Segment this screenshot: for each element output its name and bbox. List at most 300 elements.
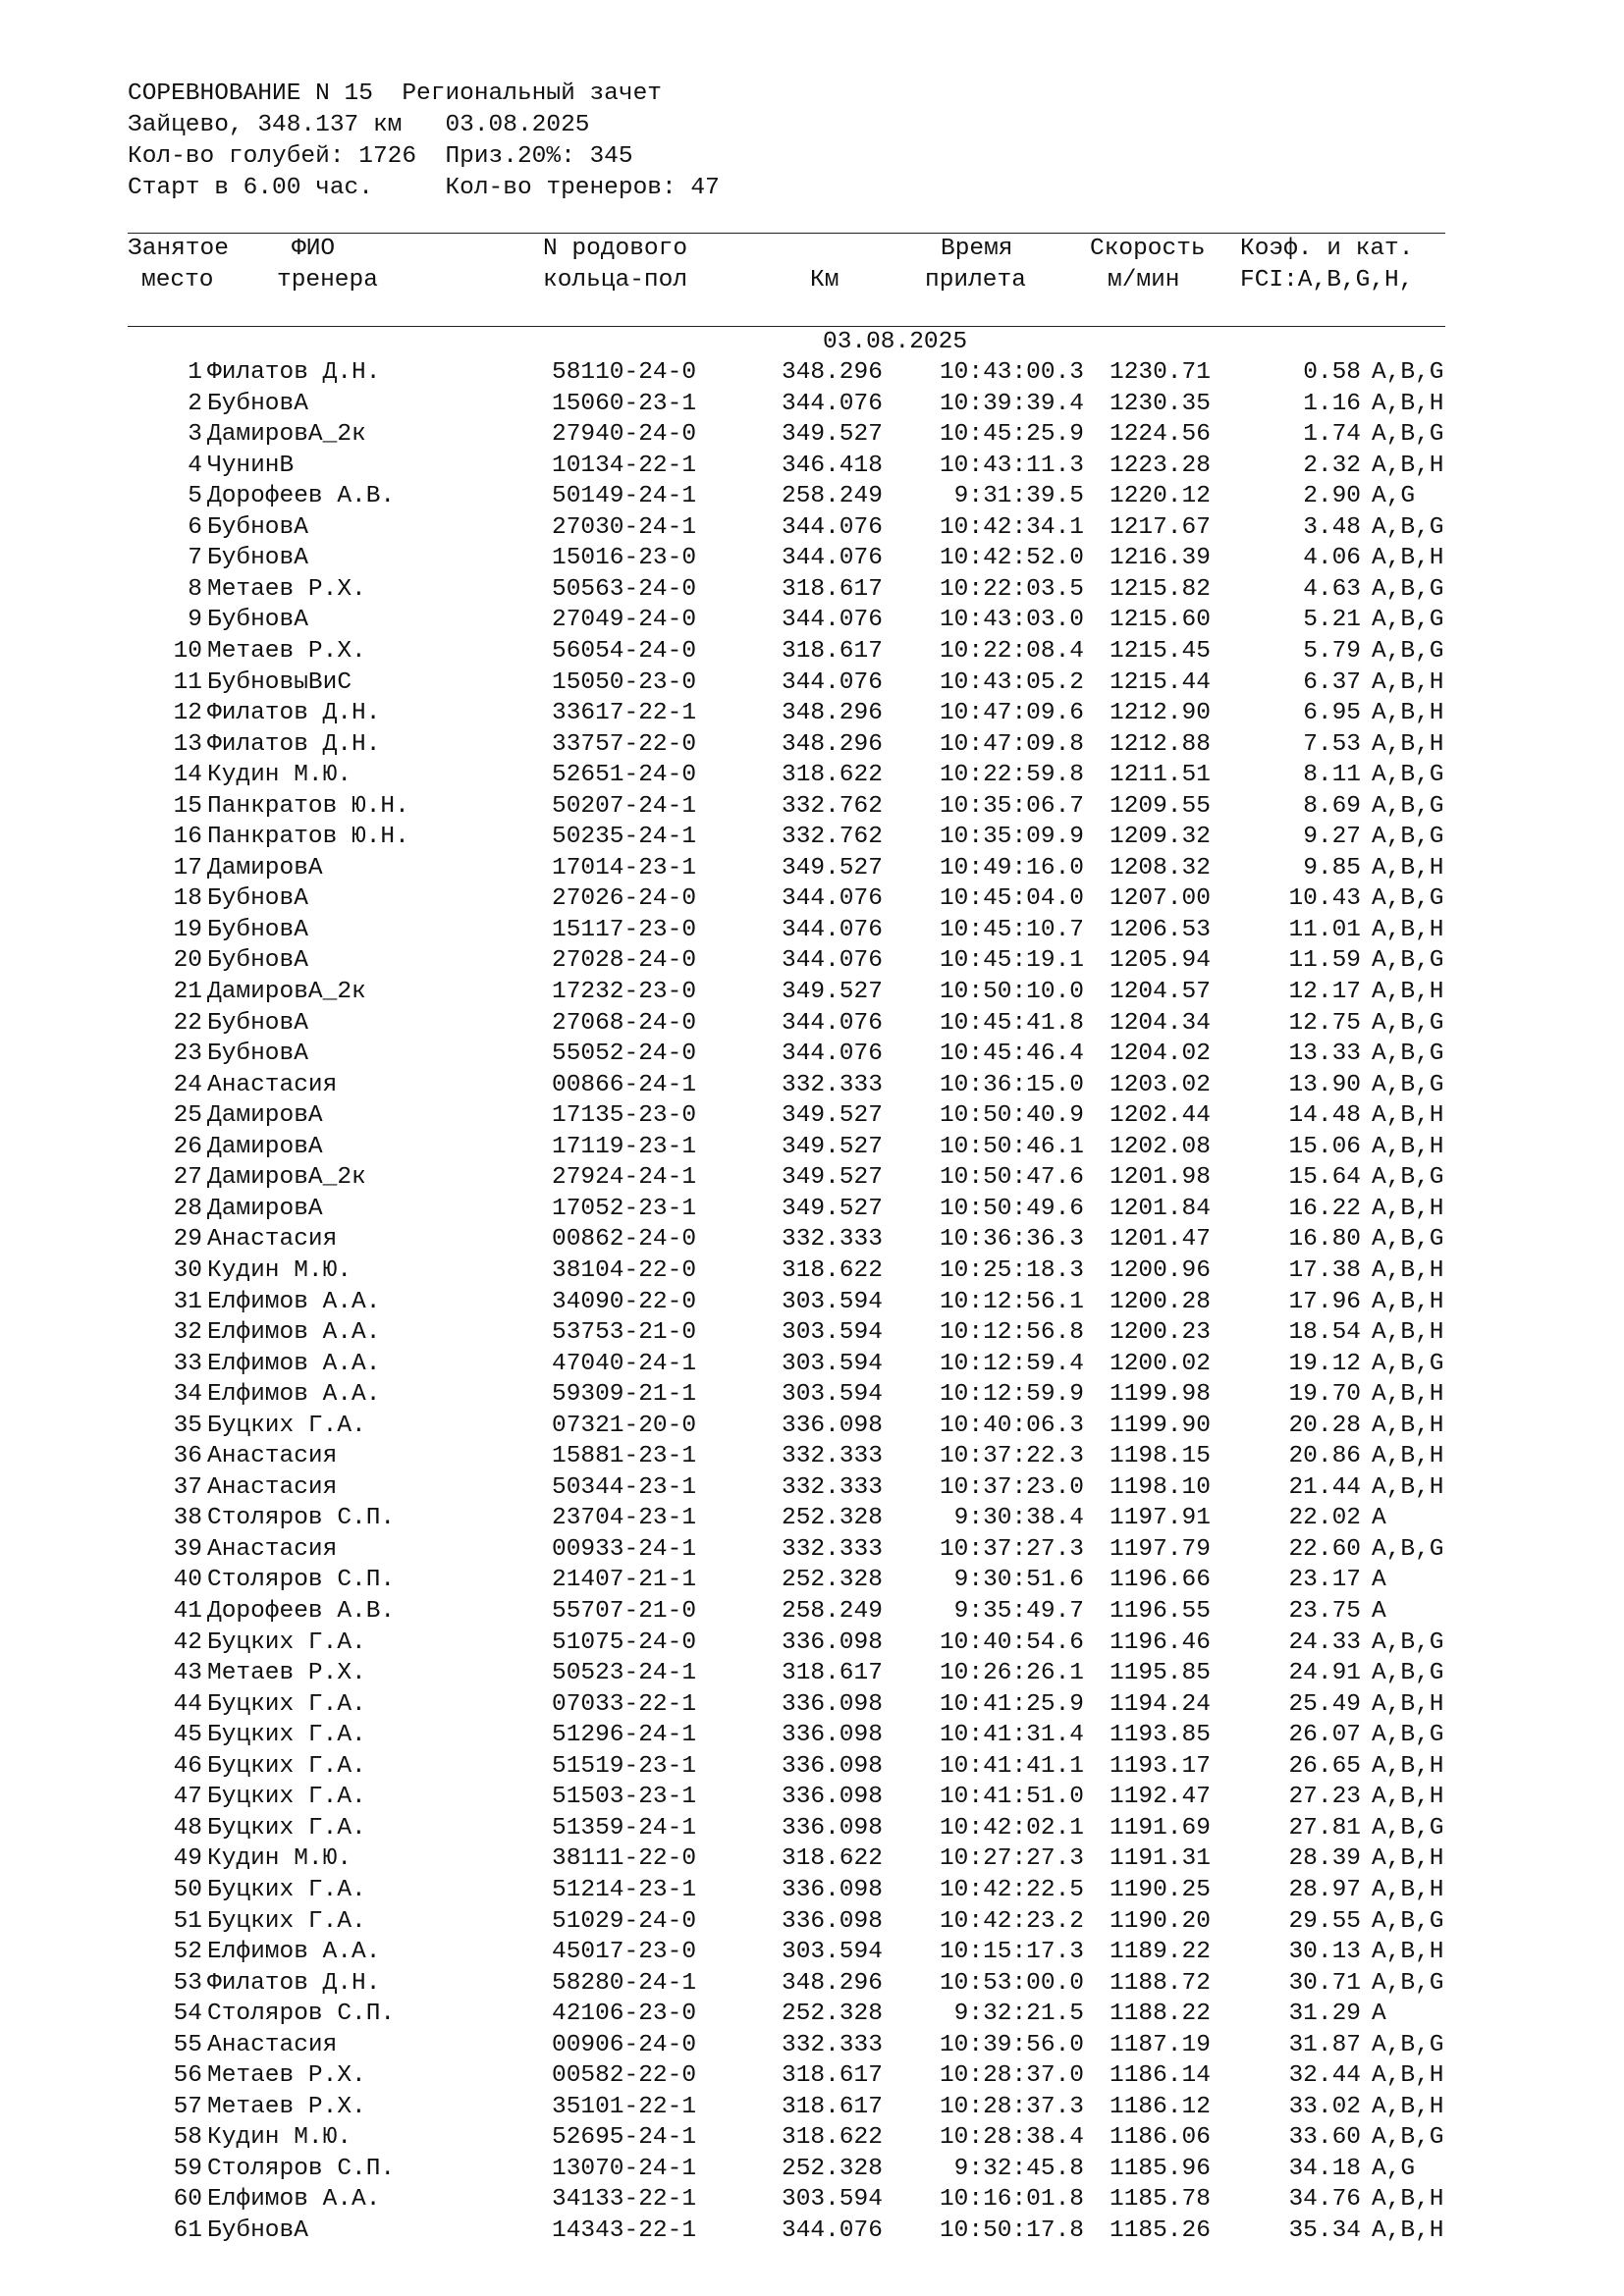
trainer-name: Буцких Г.А. [207,1629,366,1656]
competition-title: СОРЕВНОВАНИЕ N 15 Региональный зачет [128,80,662,107]
ring-number: 56054-24-0 [552,637,697,665]
distance-km: 332.333 [782,1535,883,1563]
ring-number: 21407-21-1 [552,1567,697,1594]
trainer-name: БубновА [207,2217,308,2244]
place: 54 [173,2001,202,2028]
speed: 1197.79 [1110,1535,1211,1563]
col-speed-2: м/мин [1108,267,1180,294]
table-row [0,1875,1624,1905]
ring-number: 42106-23-0 [552,2001,697,2028]
ring-number: 15881-23-1 [552,1443,697,1470]
place: 23 [173,1041,202,1068]
place: 31 [173,1288,202,1315]
trainer-name: Буцких Г.А. [207,1752,366,1780]
ring-number: 50344-23-1 [552,1473,697,1501]
categories: A,B,H [1372,1256,1444,1284]
trainer-name: БубновА [207,545,308,572]
place: 26 [173,1133,202,1160]
arrival-time: 10:41:31.4 [939,1722,1084,1749]
table-row [0,357,1624,388]
categories: A,B,G [1372,359,1444,386]
trainer-name: БубновА [207,885,308,913]
trainer-name: Метаев Р.Х. [207,1660,366,1687]
table-row [0,1937,1624,1967]
speed: 1209.55 [1110,792,1211,820]
coefficient: 6.95 [1303,700,1361,727]
ring-number: 15016-23-0 [552,545,697,572]
table-row [0,1255,1624,1286]
categories: A,B,H [1372,1288,1444,1315]
ring-number: 27030-24-1 [552,513,697,541]
ring-number: 51029-24-0 [552,1907,697,1935]
table-row [0,791,1624,822]
ring-number: 35101-22-1 [552,2093,697,2120]
arrival-time: 10:37:27.3 [939,1535,1084,1563]
table-row [0,512,1624,543]
coefficient: 34.18 [1288,2155,1361,2182]
trainer-name: Анастасия [207,1226,338,1254]
coefficient: 20.86 [1288,1443,1361,1470]
categories: A,B,H [1372,1443,1444,1470]
categories: A,B,G [1372,1814,1444,1842]
col-place-2: место [141,267,214,294]
coefficient: 23.75 [1288,1598,1361,1625]
distance-km: 336.098 [782,1629,883,1656]
trainer-name: Елфимов А.А. [207,1288,381,1315]
ring-number: 10134-22-1 [552,452,697,479]
arrival-time: 10:15:17.3 [939,1939,1084,1966]
categories: A,B,G [1372,575,1444,603]
coefficient: 14.48 [1288,1102,1361,1130]
coefficient: 23.17 [1288,1567,1361,1594]
place: 43 [173,1660,202,1687]
trainer-name: Панкратов Ю.Н. [207,824,409,851]
ring-number: 33757-22-0 [552,730,697,758]
place: 37 [173,1473,202,1501]
table-row [0,1503,1624,1533]
speed: 1200.02 [1110,1350,1211,1377]
categories: A,G [1372,2155,1416,2182]
categories: A [1372,1567,1386,1594]
trainer-name: Столяров С.П. [207,2155,396,2182]
trainer-name: Елфимов А.А. [207,2186,381,2214]
arrival-time: 10:36:15.0 [939,1071,1084,1098]
trainer-name: Елфимов А.А. [207,1350,381,1377]
arrival-time: 10:42:52.0 [939,545,1084,572]
table-row [0,1411,1624,1441]
speed: 1215.60 [1110,607,1211,634]
col-place-1: Занятое [128,236,229,262]
trainer-name: ДамировА [207,1195,323,1222]
coefficient: 8.69 [1303,792,1361,820]
header-rule-bottom [128,326,1445,327]
trainer-name: БубновыВиС [207,668,352,696]
trainer-name: ДамировА_2к [207,1164,366,1192]
coefficient: 30.71 [1288,1969,1361,1997]
categories: A,B,G [1372,2124,1444,2152]
ring-number: 15050-23-0 [552,668,697,696]
arrival-time: 10:41:51.0 [939,1784,1084,1811]
arrival-time: 9:32:45.8 [953,2155,1084,2182]
arrival-time: 10:42:23.2 [939,1907,1084,1935]
ring-number: 17232-23-0 [552,979,697,1005]
ring-number: 50563-24-0 [552,575,697,603]
ring-number: 38111-22-0 [552,1845,697,1873]
ring-number: 58280-24-1 [552,1969,697,1997]
distance-km: 349.527 [782,1195,883,1222]
arrival-time: 10:35:09.9 [939,824,1084,851]
trainer-name: ДамировА [207,1133,323,1160]
coefficient: 20.28 [1288,1412,1361,1439]
trainer-name: Елфимов А.А. [207,1381,381,1409]
coefficient: 9.85 [1303,854,1361,881]
trainer-name: Метаев Р.Х. [207,2062,366,2090]
speed: 1191.69 [1110,1814,1211,1842]
speed: 1230.71 [1110,359,1211,386]
categories: A,B,G [1372,637,1444,665]
table-row [0,1628,1624,1658]
speed: 1188.22 [1110,2001,1211,2028]
trainer-name: ДамировА [207,854,323,881]
distance-km: 303.594 [782,1350,883,1377]
table-row [0,1596,1624,1627]
speed: 1223.28 [1110,452,1211,479]
categories: A,B,H [1372,1690,1444,1718]
trainer-name: Елфимов А.А. [207,1939,381,1966]
categories: A,B,H [1372,1195,1444,1222]
arrival-time: 10:12:56.8 [939,1319,1084,1347]
categories: A,B,H [1372,545,1444,572]
speed: 1199.98 [1110,1381,1211,1409]
distance-km: 346.418 [782,452,883,479]
ring-number: 38104-22-0 [552,1256,697,1284]
coefficient: 16.80 [1288,1226,1361,1254]
speed: 1208.32 [1110,854,1211,881]
table-row [0,1534,1624,1565]
table-row [0,1441,1624,1471]
arrival-time: 10:22:03.5 [939,575,1084,603]
categories: A,B,H [1372,2217,1444,2244]
table-row [0,915,1624,945]
place: 49 [173,1845,202,1873]
speed: 1186.14 [1110,2062,1211,2090]
categories: A,B,H [1372,1752,1444,1780]
arrival-time: 10:35:06.7 [939,792,1084,820]
table-row [0,1472,1624,1503]
ring-number: 51296-24-1 [552,1722,697,1749]
arrival-time: 10:45:25.9 [939,421,1084,449]
arrival-time: 10:41:25.9 [939,1690,1084,1718]
trainer-name: Филатов Д.Н. [207,359,381,386]
table-row [0,2216,1624,2246]
coefficient: 22.60 [1288,1535,1361,1563]
categories: A,B,H [1372,1784,1444,1811]
table-row [0,543,1624,573]
distance-km: 344.076 [782,668,883,696]
table-row [0,2122,1624,2153]
speed: 1198.15 [1110,1443,1211,1470]
ring-number: 55052-24-0 [552,1041,697,1068]
col-name-2: тренера [277,267,378,294]
arrival-time: 10:28:38.4 [939,2124,1084,2152]
distance-km: 344.076 [782,607,883,634]
speed: 1212.88 [1110,730,1211,758]
place: 59 [173,2155,202,2182]
speed: 1207.00 [1110,885,1211,913]
speed: 1215.45 [1110,637,1211,665]
categories: A [1372,1598,1386,1625]
col-time-2: прилета [925,267,1026,294]
speed: 1198.10 [1110,1473,1211,1501]
arrival-time: 10:45:46.4 [939,1041,1084,1068]
ring-number: 50235-24-1 [552,824,697,851]
distance-km: 348.296 [782,730,883,758]
ring-number: 17119-23-1 [552,1133,697,1160]
arrival-time: 10:39:56.0 [939,2031,1084,2058]
table-row [0,1162,1624,1193]
coefficient: 22.02 [1288,1505,1361,1532]
coefficient: 24.33 [1288,1629,1361,1656]
speed: 1202.08 [1110,1133,1211,1160]
distance-km: 336.098 [782,1690,883,1718]
categories: A,B,G [1372,2031,1444,2058]
trainer-name: Елфимов А.А. [207,1319,381,1347]
distance-km: 344.076 [782,390,883,417]
place: 58 [173,2124,202,2152]
trainer-name: Филатов Д.Н. [207,700,381,727]
table-row [0,1751,1624,1782]
distance-km: 349.527 [782,421,883,449]
categories: A,B,H [1372,700,1444,727]
trainer-name: Кудин М.Ю. [207,1256,352,1284]
categories: A,B,G [1372,824,1444,851]
col-km: Км [810,267,839,294]
coefficient: 4.63 [1303,575,1361,603]
place: 7 [188,545,202,572]
speed: 1201.98 [1110,1164,1211,1192]
ring-number: 34133-22-1 [552,2186,697,2214]
ring-number: 51075-24-0 [552,1629,697,1656]
speed: 1194.24 [1110,1690,1211,1718]
distance-km: 349.527 [782,854,883,881]
arrival-time: 10:42:02.1 [939,1814,1084,1842]
table-row [0,698,1624,728]
trainer-name: Метаев Р.Х. [207,575,366,603]
table-row [0,1843,1624,1874]
arrival-time: 10:40:06.3 [939,1412,1084,1439]
speed: 1195.85 [1110,1660,1211,1687]
speed: 1217.67 [1110,513,1211,541]
place: 11 [173,668,202,696]
place: 12 [173,700,202,727]
table-row [0,1813,1624,1843]
categories: A,B,H [1372,1102,1444,1130]
place: 48 [173,1814,202,1842]
arrival-time: 10:39:39.4 [939,390,1084,417]
speed: 1204.02 [1110,1041,1211,1068]
distance-km: 344.076 [782,545,883,572]
ring-number: 55707-21-0 [552,1598,697,1625]
table-row [0,729,1624,760]
categories: A,B,G [1372,1226,1444,1254]
speed: 1189.22 [1110,1939,1211,1966]
distance-km: 348.296 [782,1969,883,1997]
coefficient: 15.64 [1288,1164,1361,1192]
arrival-time: 10:42:22.5 [939,1876,1084,1903]
ring-number: 27028-24-0 [552,947,697,975]
ring-number: 51214-23-1 [552,1876,697,1903]
place: 53 [173,1969,202,1997]
speed: 1193.85 [1110,1722,1211,1749]
distance-km: 336.098 [782,1722,883,1749]
coefficient: 4.06 [1303,545,1361,572]
place: 32 [173,1319,202,1347]
table-row [0,2030,1624,2060]
place: 4 [188,452,202,479]
place: 19 [173,916,202,943]
table-row [0,1968,1624,1999]
distance-km: 336.098 [782,1876,883,1903]
table-row [0,1287,1624,1317]
categories: A,B,H [1372,1939,1444,1966]
table-row [0,1317,1624,1348]
table-row [0,574,1624,605]
trainer-name: Буцких Г.А. [207,1690,366,1718]
trainer-name: Метаев Р.Х. [207,2093,366,2120]
place: 5 [188,483,202,510]
speed: 1193.17 [1110,1752,1211,1780]
categories: A,B,G [1372,762,1444,789]
categories: A,B,G [1372,607,1444,634]
table-row [0,1070,1624,1100]
place: 41 [173,1598,202,1625]
table-row [0,1720,1624,1750]
coefficient: 33.60 [1288,2124,1361,2152]
distance-km: 332.333 [782,1226,883,1254]
table-row [0,1194,1624,1224]
distance-km: 303.594 [782,1319,883,1347]
categories: A,B,G [1372,947,1444,975]
distance-km: 303.594 [782,1288,883,1315]
distance-km: 349.527 [782,1102,883,1130]
speed: 1220.12 [1110,483,1211,510]
arrival-time: 9:35:49.7 [953,1598,1084,1625]
col-time-1: Время [941,236,1013,262]
table-row [0,853,1624,883]
coefficient: 27.23 [1288,1784,1361,1811]
arrival-time: 10:50:49.6 [939,1195,1084,1222]
speed: 1190.20 [1110,1907,1211,1935]
place: 13 [173,730,202,758]
speed: 1200.28 [1110,1288,1211,1315]
place: 25 [173,1102,202,1130]
table-row [0,419,1624,450]
arrival-time: 10:22:08.4 [939,637,1084,665]
place: 38 [173,1505,202,1532]
arrival-time: 10:25:18.3 [939,1256,1084,1284]
categories: A,B,H [1372,854,1444,881]
categories: A,B,G [1372,421,1444,449]
coefficient: 11.01 [1288,916,1361,943]
speed: 1196.66 [1110,1567,1211,1594]
col-coef-2: FCI:A,B,G,H, [1240,267,1414,294]
trainer-name: Анастасия [207,1473,338,1501]
distance-km: 318.622 [782,1845,883,1873]
arrival-time: 10:47:09.6 [939,700,1084,727]
ring-number: 00582-22-0 [552,2062,697,2090]
table-row [0,2154,1624,2184]
coefficient: 0.58 [1303,359,1361,386]
place: 40 [173,1567,202,1594]
arrival-time: 10:12:59.4 [939,1350,1084,1377]
place: 20 [173,947,202,975]
ring-number: 00866-24-1 [552,1071,697,1098]
table-row [0,1224,1624,1255]
speed: 1209.32 [1110,824,1211,851]
table-row [0,1349,1624,1379]
distance-km: 318.617 [782,2062,883,2090]
coefficient: 1.16 [1303,390,1361,417]
arrival-time: 10:36:36.3 [939,1226,1084,1254]
trainer-name: БубновА [207,1009,308,1037]
speed: 1200.23 [1110,1319,1211,1347]
trainer-name: Буцких Г.А. [207,1412,366,1439]
speed: 1201.84 [1110,1195,1211,1222]
arrival-time: 10:28:37.0 [939,2062,1084,2090]
distance-km: 318.622 [782,762,883,789]
place: 16 [173,824,202,851]
location-distance-date: Зайцево, 348.137 км 03.08.2025 [128,112,590,138]
ring-number: 58110-24-0 [552,359,697,386]
trainer-name: Столяров С.П. [207,2001,396,2028]
categories: A,B,G [1372,1535,1444,1563]
speed: 1185.96 [1110,2155,1211,2182]
ring-number: 17135-23-0 [552,1102,697,1130]
speed: 1215.82 [1110,575,1211,603]
categories: A,B,H [1372,730,1444,758]
categories: A,B,H [1372,979,1444,1005]
speed: 1211.51 [1110,762,1211,789]
speed: 1192.47 [1110,1784,1211,1811]
coefficient: 17.96 [1288,1288,1361,1315]
speed: 1185.78 [1110,2186,1211,2214]
coefficient: 34.76 [1288,2186,1361,2214]
col-coef-1: Коэф. и кат. [1240,236,1414,262]
coefficient: 19.70 [1288,1381,1361,1409]
trainer-name: Филатов Д.Н. [207,1969,381,1997]
speed: 1186.06 [1110,2124,1211,2152]
distance-km: 336.098 [782,1784,883,1811]
ring-number: 51359-24-1 [552,1814,697,1842]
coefficient: 13.90 [1288,1071,1361,1098]
distance-km: 348.296 [782,700,883,727]
coefficient: 25.49 [1288,1690,1361,1718]
ring-number: 27049-24-0 [552,607,697,634]
speed: 1205.94 [1110,947,1211,975]
speed: 1212.90 [1110,700,1211,727]
categories: A,B,H [1372,2186,1444,2214]
categories: A,B,G [1372,1907,1444,1935]
arrival-time: 10:43:11.3 [939,452,1084,479]
coefficient: 26.07 [1288,1722,1361,1749]
distance-km: 344.076 [782,2217,883,2244]
table-row [0,451,1624,481]
coefficient: 10.43 [1288,885,1361,913]
arrival-time: 10:45:19.1 [939,947,1084,975]
speed: 1196.46 [1110,1629,1211,1656]
coefficient: 8.11 [1303,762,1361,789]
ring-number: 47040-24-1 [552,1350,697,1377]
